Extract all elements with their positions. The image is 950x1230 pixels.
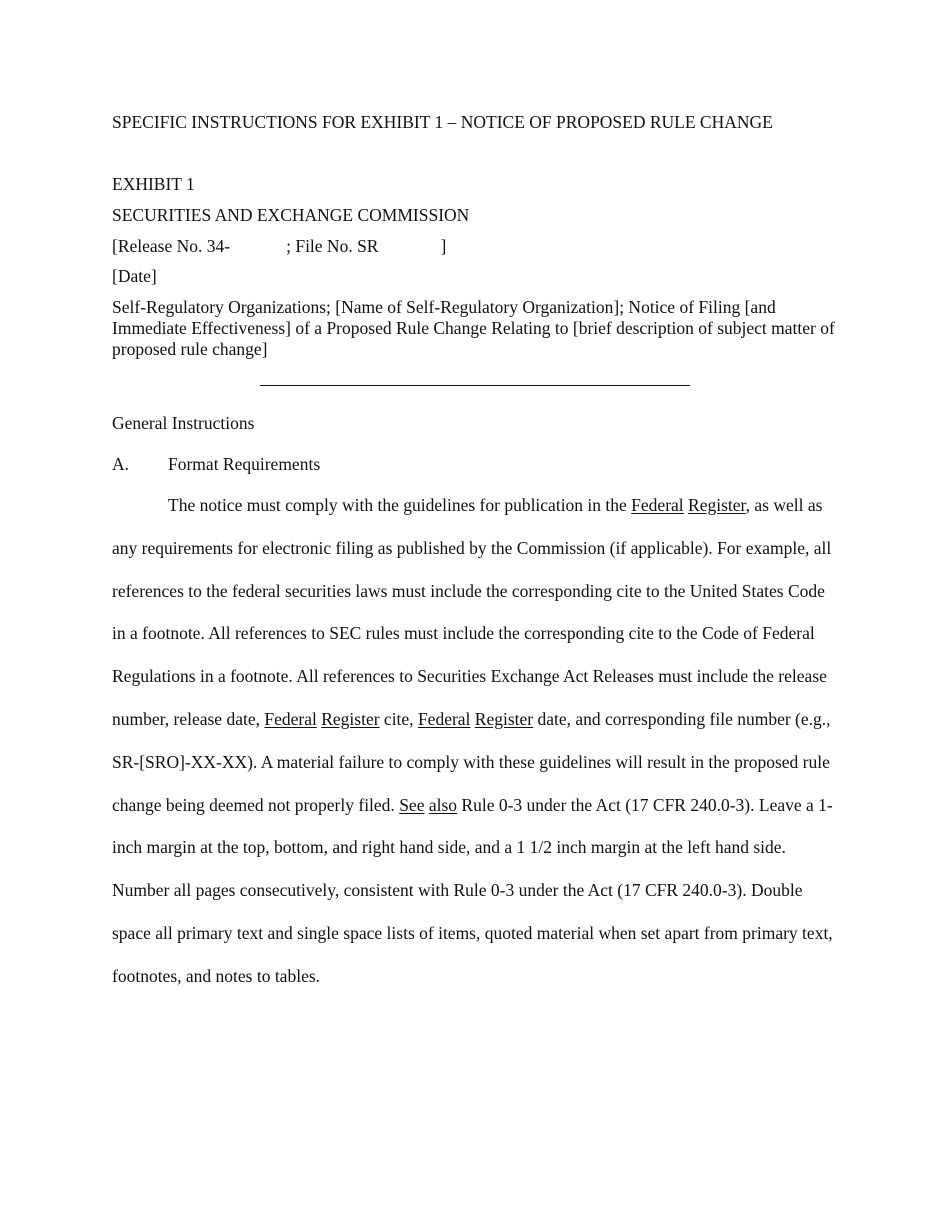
release-line (112, 236, 446, 257)
body-text: The notice must comply with the guidelines for publication in the (168, 495, 632, 515)
underlined-see: See (399, 794, 425, 815)
body-text: cite, (379, 708, 418, 729)
separator-rule (260, 385, 690, 386)
format-requirements-paragraph (112, 484, 842, 998)
agency-name: SECURITIES AND EXCHANGE COMMISSION (112, 205, 470, 225)
underlined-also: also (428, 794, 458, 815)
underlined-federal: Federal (264, 708, 317, 729)
underlined-register: Register (474, 708, 534, 729)
release-close: ] (440, 236, 447, 256)
sro-notice-title: Self-Regulatory Organizations; [Name of Self-Regulatory Organization]; Notice of Filing [and Immediate Effectiveness] of a Proposed Rule Change Relating to [brief description of subject matter of proposed rule change] (112, 297, 835, 359)
underlined-federal: Federal (631, 495, 684, 515)
underlined-register: Register (321, 708, 380, 729)
underlined-federal: Federal (417, 708, 471, 729)
underlined-register: Register (688, 495, 746, 515)
section-a-heading (112, 454, 320, 475)
section-letter: A. (112, 454, 130, 474)
body-text: date, and corresponding file number (e.g., SR-[SRO]-XX-XX). A material failure to comply with these guidelines will result in the proposed rule change being deemed not properly filed. (112, 708, 831, 815)
general-instructions-heading: General Instructions (112, 413, 255, 433)
section-title: Format Requirements (168, 454, 321, 474)
body-text: , as well as any requirements for electronic filing as published by the Commission (if applicable). For example, all references to the federal securities laws must include the corresponding cite to the United States Code in a footnote. All references to SEC rules must include the corresponding cite to the Code of Federal Regulations in a footnote. All references to Securities Exchange Act Releases must include the release number, release date, (112, 495, 832, 729)
release-prefix: [Release No. 34- (112, 236, 231, 256)
file-number-label: ; File No. SR (286, 236, 379, 256)
date-placeholder: [Date] (112, 266, 157, 286)
page-title: SPECIFIC INSTRUCTIONS FOR EXHIBIT 1 – NOTICE OF PROPOSED RULE CHANGE (112, 112, 773, 132)
exhibit-label: EXHIBIT 1 (112, 174, 195, 194)
body-text: Rule 0-3 under the Act (17 CFR 240.0-3). Leave a 1-inch margin at the top, bottom, and right hand side, and a 1 1/2 inch margin at the left hand side. Number all pages consecutively, consistent with Rule 0-3 under the Act (17 CFR 240.0-3). Double space all primary text and single space lists of items, quoted material when set apart from primary text, footnotes, and notes to tables. (112, 794, 833, 986)
